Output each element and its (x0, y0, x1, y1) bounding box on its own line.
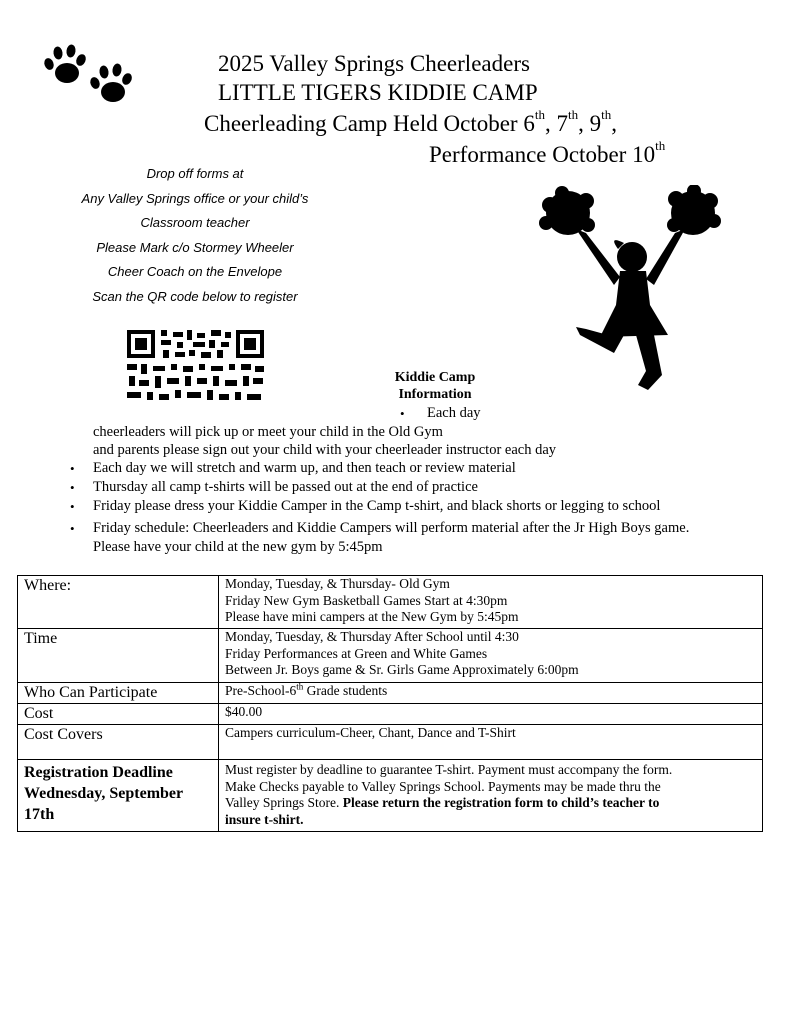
table-row (18, 760, 763, 832)
time-line: Friday Performances at Green and White Games (225, 645, 488, 661)
table-row (18, 725, 763, 760)
cost-covers-value: Campers curriculum-Cheer, Chant, Dance and T-Shirt (219, 725, 763, 760)
where-line: Friday New Gym Basketball Games Start at 4:30pm (225, 592, 508, 608)
title-line-1: 2025 Valley Springs Cheerleaders (218, 51, 530, 76)
dropoff-instructions (40, 162, 350, 310)
who-value: Pre-School-6th Grade students (219, 683, 763, 704)
first-bullet-continuation-1: cheerleaders will pick up or meet your child in the Old Gym (93, 424, 443, 440)
title-line-3: Cheerleading Camp Held October 6th, 7th, 9th, (204, 107, 617, 136)
where-line: Please have mini campers at the New Gym by 5:45pm (225, 609, 519, 624)
qr-code[interactable] (127, 330, 264, 402)
title-line-4: Performance October 10th (429, 138, 666, 167)
list-item: • Friday please dress your Kiddie Camper in the Camp t-shirt, and black shorts or legging to school (93, 497, 773, 516)
dropoff-line: Drop off forms at (146, 166, 244, 181)
table-row (18, 576, 763, 629)
deadline-line: Must register by deadline to guarantee T-shirt. Payment must accompany the form. (225, 762, 673, 777)
list-item: • Each day we will stretch and warm up, and then teach or review material (93, 459, 773, 478)
deadline-line: insure t-shirt. (225, 811, 304, 827)
deadline-line: Valley Springs Store. Please return the registration form to child’s teacher to (225, 795, 660, 810)
where-value (219, 576, 763, 629)
table-row (18, 683, 763, 704)
time-line: Between Jr. Boys game & Sr. Girls Game Approximately 6:00pm (225, 662, 579, 677)
time-label: Time (18, 629, 219, 683)
where-label: Where: (18, 576, 219, 629)
friday-schedule-continuation: Please have your child at the new gym by 5:45pm (93, 539, 383, 555)
info-heading (360, 369, 510, 403)
list-item: • Thursday all camp t-shirts will be passed out at the end of practice (93, 478, 773, 497)
where-line: Monday, Tuesday, & Thursday- Old Gym (225, 576, 450, 591)
info-bullets (93, 459, 773, 538)
deadline-label-line: 17th (24, 806, 55, 823)
list-item: • Friday schedule: Cheerleaders and Kiddie Campers will perform material after the Jr High Boys game. (93, 519, 773, 538)
deadline-label-line: Registration Deadline (24, 764, 173, 781)
time-line: Monday, Tuesday, & Thursday After School until 4:30 (225, 629, 519, 644)
cost-value: $40.00 (219, 704, 763, 725)
cost-label: Cost (18, 704, 219, 725)
table-row (18, 704, 763, 725)
who-label: Who Can Participate (18, 683, 219, 704)
dropoff-line: Cheer Coach on the Envelope (107, 264, 283, 280)
title-line-2: LITTLE TIGERS KIDDIE CAMP (218, 80, 538, 105)
camp-details-table (17, 575, 763, 832)
deadline-label-line: Wednesday, September (24, 785, 184, 802)
bullet-dot: • (400, 406, 405, 421)
first-bullet-continuation-2: and parents please sign out your child with your cheerleader instructor each day (93, 442, 557, 458)
cheerleader-silhouette (528, 185, 733, 395)
deadline-value (219, 760, 763, 832)
dropoff-line: Any Valley Springs office or your child’s (81, 190, 309, 206)
info-heading-line-1: Kiddie Camp (394, 370, 476, 385)
info-heading-line-2: Information (398, 387, 472, 402)
dropoff-line: Scan the QR code below to register (92, 288, 298, 304)
deadline-line: Make Checks payable to Valley Springs School. Payments may be made thru the (225, 778, 661, 794)
dropoff-line: Please Mark c/o Stormey Wheeler (96, 239, 294, 255)
paw-prints-icon (40, 42, 135, 108)
first-bullet-text: Each day (427, 405, 481, 421)
time-value (219, 629, 763, 683)
cost-covers-label: Cost Covers (18, 725, 219, 760)
deadline-label (18, 760, 219, 832)
table-row (18, 629, 763, 683)
dropoff-line: Classroom teacher (140, 215, 250, 231)
